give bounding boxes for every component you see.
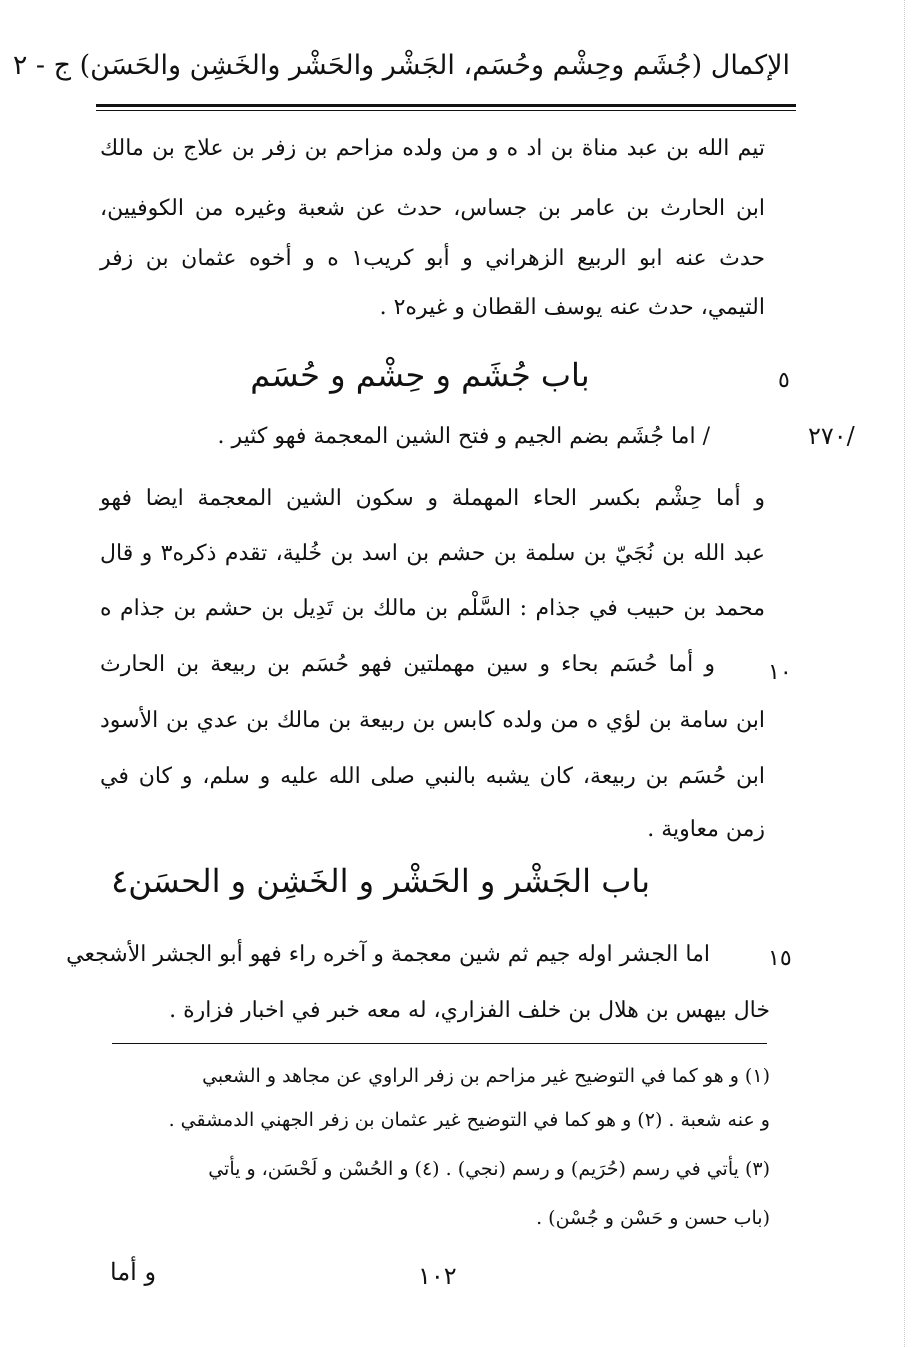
line-number-10: ١٠ bbox=[768, 660, 792, 685]
manuscript-folio-marker: /٢٧٠ bbox=[808, 422, 855, 450]
header-rule-thin bbox=[96, 110, 796, 111]
section-heading-jashr: باب الجَشْر و الحَشْر و الخَشِن و الحسَن٤ bbox=[111, 862, 650, 900]
body-line: حدث عنه ابو الربيع الزهراني و أبو كريب١ ه و أخوه عثمان بن زفر bbox=[100, 246, 765, 271]
section-line: و أما حُسَم بحاء و سين مهملتين فهو حُسَم بن ربيعة بن الحارث bbox=[100, 652, 715, 677]
line-number-15: ١٥ bbox=[768, 946, 792, 971]
section-line: ابن حُسَم بن ربيعة، كان يشبه بالنبي صلى الله عليه و سلم، و كان في bbox=[100, 764, 765, 789]
section-line: / اما جُشَم بضم الجيم و فتح الشين المعجمة فهو كثير . bbox=[217, 424, 710, 449]
body-line: تيم الله بن عبد مناة بن اد ه و من ولده مزاحم بن زفر بن علاج بن مالك bbox=[100, 136, 765, 161]
running-head: الإكمال (جُشَم وحِشْم وحُسَم، الجَشْر والحَشْر والخَشِن والحَسَن) ج - ٢ bbox=[12, 50, 790, 81]
section-heading-jusham: باب جُشَم و حِشْم و حُسَم bbox=[250, 356, 590, 394]
footnote-rule bbox=[112, 1043, 767, 1044]
page-number: ١٠٢ bbox=[418, 1262, 457, 1290]
section-line: و أما حِشْم بكسر الحاء المهملة و سكون الشين المعجمة ايضا فهو bbox=[100, 486, 765, 511]
line-number-5: ٥ bbox=[778, 368, 790, 393]
header-rule-thick bbox=[96, 104, 796, 107]
scan-edge-dots bbox=[904, 0, 905, 1347]
body-line: ابن الحارث بن عامر بن جساس، حدث عن شعبة وغيره من الكوفيين، bbox=[100, 196, 765, 221]
section-line: اما الجشر اوله جيم ثم شين معجمة و آخره راء فهو أبو الجشر الأشجعي bbox=[66, 942, 710, 967]
catchword: و أما bbox=[110, 1258, 157, 1286]
section-line: عبد الله بن نُجَيّ بن سلمة بن حشم بن اسد بن خُلية، تقدم ذكره٣ و قال bbox=[100, 541, 765, 566]
section-line: خال بيهس بن هلال بن خلف الفزاري، له معه خبر في اخبار فزارة . bbox=[169, 998, 770, 1023]
footnote-line: (٣) يأتي في رسم (حُرَيم) و رسم (نجي) . (٤) و الحُسْن و لَحْسَن، و يأتي bbox=[208, 1158, 770, 1180]
section-line: محمد بن حبيب في جذام : السَّلْم بن مالك بن تَدِيل بن حشم بن جذام ه bbox=[100, 596, 765, 621]
body-line: التيمي، حدث عنه يوسف القطان و غيره٢ . bbox=[379, 295, 765, 320]
section-line: ابن سامة بن لؤي ه من ولده كابس بن ربيعة بن مالك بن عدي بن الأسود bbox=[100, 708, 765, 733]
footnote-line: و عنه شعبة . (٢) و هو كما في التوضيح غير عثمان بن زفر الجهني الدمشقي . bbox=[168, 1109, 770, 1131]
section-line: زمن معاوية . bbox=[647, 817, 765, 842]
footnote-line: (١) و هو كما في التوضيح غير مزاحم بن زفر الراوي عن مجاهد و الشعبي bbox=[202, 1065, 770, 1087]
footnote-line: (باب حسن و حَسْن و جُسْن) . bbox=[536, 1207, 770, 1229]
